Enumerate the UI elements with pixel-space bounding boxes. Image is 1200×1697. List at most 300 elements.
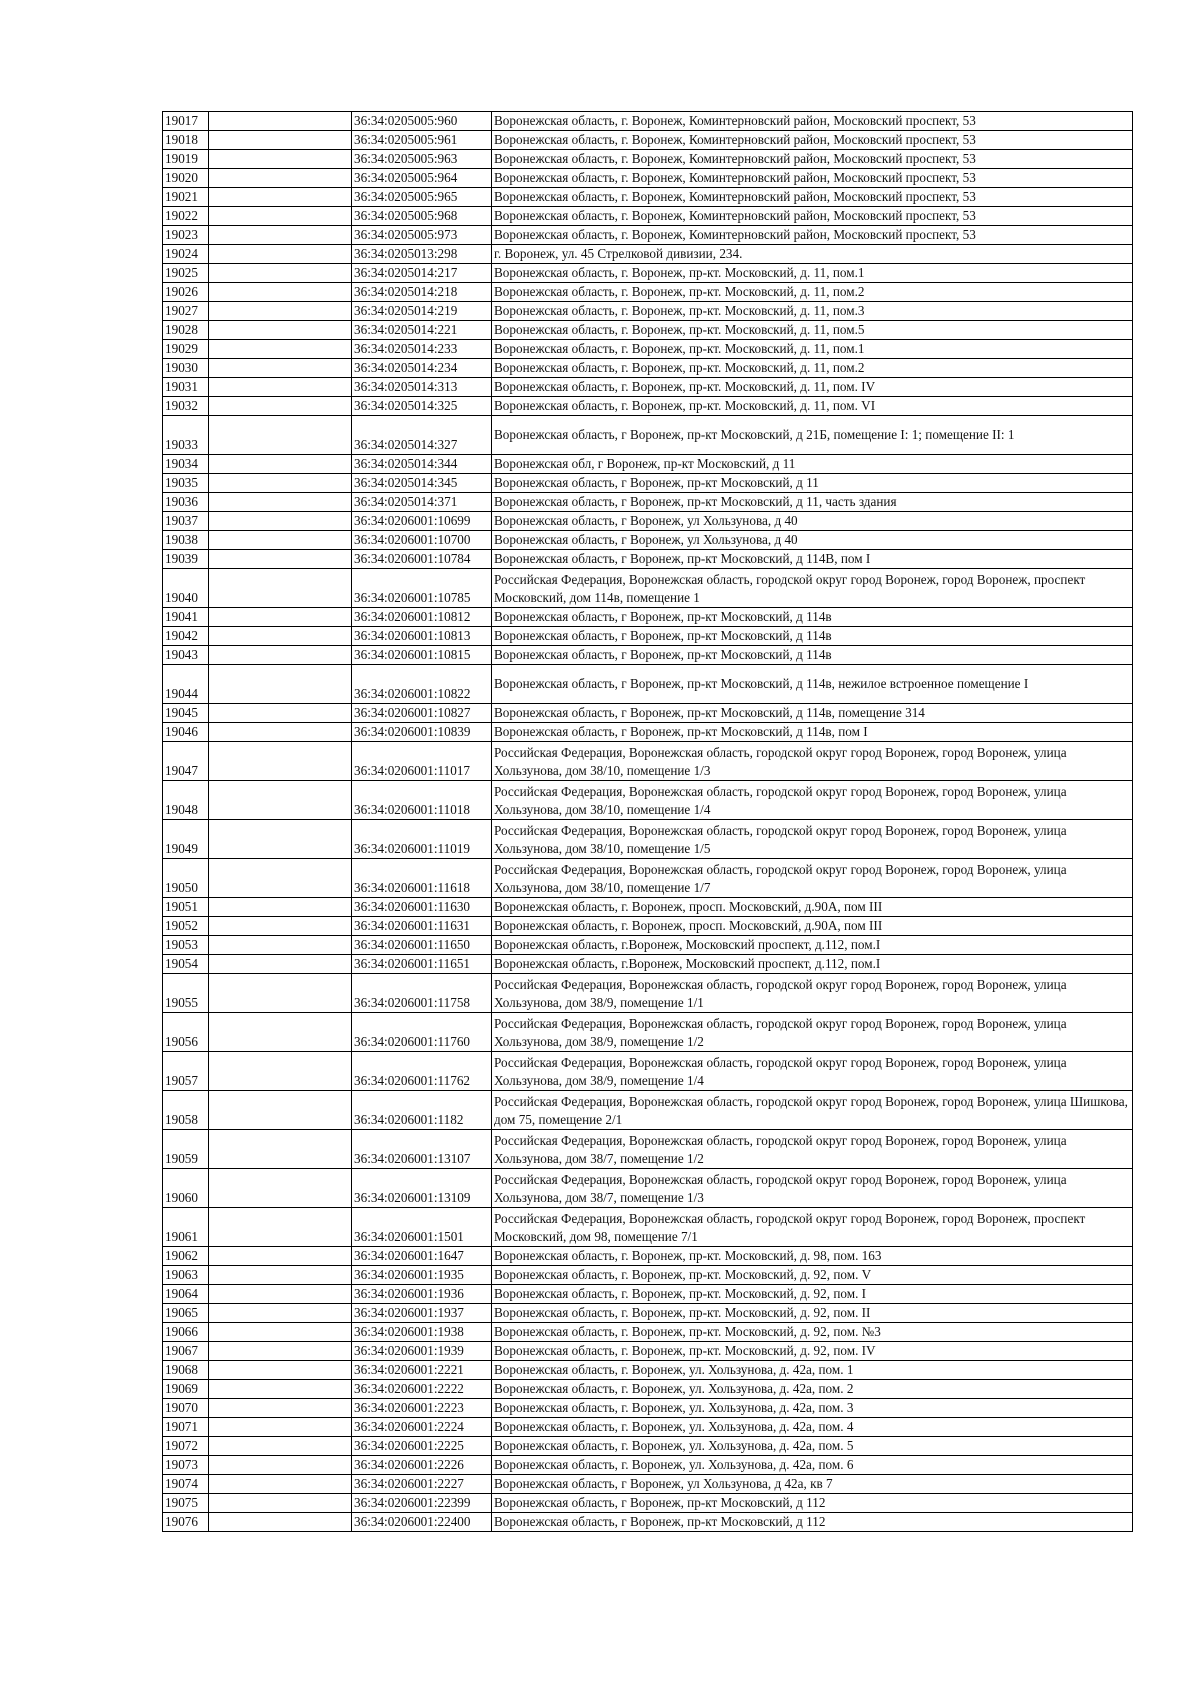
cadastral-number-cell: 36:34:0206001:10815 (352, 646, 492, 665)
record-number-cell: 19041 (163, 608, 209, 627)
empty-cell (209, 742, 352, 781)
cadastral-number-cell: 36:34:0205014:327 (352, 416, 492, 455)
cadastral-number-cell: 36:34:0206001:10822 (352, 665, 492, 704)
table-row (163, 1494, 1133, 1513)
empty-cell (209, 781, 352, 820)
address-cell: Воронежская обл, г Воронеж, пр-кт Московский, д 11 (492, 455, 1133, 474)
empty-cell (209, 1361, 352, 1380)
empty-cell (209, 416, 352, 455)
address-cell: Воронежская область, г. Воронеж, Коминтерновский район, Московский проспект, 53 (492, 131, 1133, 150)
cadastral-number-cell: 36:34:0206001:1937 (352, 1304, 492, 1323)
cadastral-number-cell: 36:34:0206001:11651 (352, 955, 492, 974)
address-cell: Воронежская область, г Воронеж, ул Хользунова, д 40 (492, 512, 1133, 531)
table-row (163, 1091, 1133, 1130)
record-number-cell: 19035 (163, 474, 209, 493)
record-number-cell: 19038 (163, 531, 209, 550)
cadastral-number-cell: 36:34:0206001:1936 (352, 1285, 492, 1304)
address-cell: г. Воронеж, ул. 45 Стрелковой дивизии, 234. (492, 245, 1133, 264)
empty-cell (209, 207, 352, 226)
cadastral-number-cell: 36:34:0206001:2221 (352, 1361, 492, 1380)
cadastral-number-cell: 36:34:0206001:10785 (352, 569, 492, 608)
table-row (163, 1513, 1133, 1532)
address-cell: Воронежская область, г Воронеж, пр-кт Московский, д 114В, пом I (492, 550, 1133, 569)
table-row (163, 1475, 1133, 1494)
record-number-cell: 19021 (163, 188, 209, 207)
cadastral-number-cell: 36:34:0205005:973 (352, 226, 492, 245)
table-row (163, 245, 1133, 264)
empty-cell (209, 1513, 352, 1532)
record-number-cell: 19030 (163, 359, 209, 378)
empty-cell (209, 397, 352, 416)
empty-cell (209, 646, 352, 665)
cadastral-number-cell: 36:34:0206001:11618 (352, 859, 492, 898)
record-number-cell: 19022 (163, 207, 209, 226)
address-cell: Воронежская область, г Воронеж, пр-кт Московский, д 21Б, помещение I: 1; помещение II: 1 (492, 416, 1133, 455)
property-register-table (162, 111, 1133, 1532)
address-cell: Воронежская область, г Воронеж, пр-кт Московский, д 11, часть здания (492, 493, 1133, 512)
cadastral-number-cell: 36:34:0206001:10699 (352, 512, 492, 531)
cadastral-number-cell: 36:34:0206001:2226 (352, 1456, 492, 1475)
address-cell: Воронежская область, г. Воронеж, пр-кт. Московский, д. 98, пом. 163 (492, 1247, 1133, 1266)
record-number-cell: 19071 (163, 1418, 209, 1437)
table-row (163, 665, 1133, 704)
record-number-cell: 19070 (163, 1399, 209, 1418)
cadastral-number-cell: 36:34:0206001:11630 (352, 898, 492, 917)
table-row (163, 1013, 1133, 1052)
table-row (163, 936, 1133, 955)
record-number-cell: 19067 (163, 1342, 209, 1361)
address-cell: Воронежская область, г. Воронеж, ул. Хользунова, д. 42а, пом. 2 (492, 1380, 1133, 1399)
empty-cell (209, 550, 352, 569)
table-row (163, 917, 1133, 936)
empty-cell (209, 1342, 352, 1361)
address-cell: Воронежская область, г Воронеж, ул Хользунова, д 42а, кв 7 (492, 1475, 1133, 1494)
cadastral-number-cell: 36:34:0206001:1938 (352, 1323, 492, 1342)
empty-cell (209, 974, 352, 1013)
address-cell: Российская Федерация, Воронежская область, городской округ город Воронеж, город Воронеж, улица Шишкова, дом 75, помещение 2/1 (492, 1091, 1133, 1130)
cadastral-number-cell: 36:34:0206001:11760 (352, 1013, 492, 1052)
address-cell: Российская Федерация, Воронежская область, городской округ город Воронеж, город Воронеж, улица Хользунова, дом 38/10, помещение 1/7 (492, 859, 1133, 898)
table-row (163, 898, 1133, 917)
record-number-cell: 19073 (163, 1456, 209, 1475)
empty-cell (209, 1091, 352, 1130)
empty-cell (209, 1456, 352, 1475)
record-number-cell: 19034 (163, 455, 209, 474)
record-number-cell: 19062 (163, 1247, 209, 1266)
record-number-cell: 19023 (163, 226, 209, 245)
cadastral-number-cell: 36:34:0206001:11650 (352, 936, 492, 955)
cadastral-number-cell: 36:34:0206001:22400 (352, 1513, 492, 1532)
empty-cell (209, 569, 352, 608)
table-row (163, 569, 1133, 608)
table-row (163, 397, 1133, 416)
record-number-cell: 19057 (163, 1052, 209, 1091)
table-row (163, 550, 1133, 569)
empty-cell (209, 169, 352, 188)
address-cell: Российская Федерация, Воронежская область, городской округ город Воронеж, город Воронеж, улица Хользунова, дом 38/10, помещение 1/5 (492, 820, 1133, 859)
record-number-cell: 19066 (163, 1323, 209, 1342)
empty-cell (209, 1399, 352, 1418)
record-number-cell: 19046 (163, 723, 209, 742)
table-row (163, 781, 1133, 820)
address-cell: Воронежская область, г.Воронеж, Московский проспект, д.112, пом.I (492, 955, 1133, 974)
address-cell: Воронежская область, г Воронеж, пр-кт Московский, д 114в, нежилое встроенное помещение I (492, 665, 1133, 704)
record-number-cell: 19039 (163, 550, 209, 569)
record-number-cell: 19065 (163, 1304, 209, 1323)
empty-cell (209, 1266, 352, 1285)
record-number-cell: 19049 (163, 820, 209, 859)
address-cell: Воронежская область, г Воронеж, пр-кт Московский, д 112 (492, 1494, 1133, 1513)
empty-cell (209, 378, 352, 397)
record-number-cell: 19040 (163, 569, 209, 608)
cadastral-number-cell: 36:34:0205014:218 (352, 283, 492, 302)
record-number-cell: 19043 (163, 646, 209, 665)
record-number-cell: 19037 (163, 512, 209, 531)
table-row (163, 974, 1133, 1013)
record-number-cell: 19068 (163, 1361, 209, 1380)
record-number-cell: 19025 (163, 264, 209, 283)
cadastral-number-cell: 36:34:0205014:325 (352, 397, 492, 416)
cadastral-number-cell: 36:34:0205014:217 (352, 264, 492, 283)
address-cell: Воронежская область, г. Воронеж, Коминтерновский район, Московский проспект, 53 (492, 226, 1133, 245)
empty-cell (209, 455, 352, 474)
table-row (163, 1169, 1133, 1208)
table-row (163, 283, 1133, 302)
cadastral-number-cell: 36:34:0206001:1935 (352, 1266, 492, 1285)
table-row (163, 264, 1133, 283)
table-row (163, 1323, 1133, 1342)
address-cell: Российская Федерация, Воронежская область, городской округ город Воронеж, город Воронеж, проспект Московский, дом 114в, помещение 1 (492, 569, 1133, 608)
address-cell: Воронежская область, г. Воронеж, пр-кт. Московский, д. 11, пом.5 (492, 321, 1133, 340)
empty-cell (209, 150, 352, 169)
record-number-cell: 19061 (163, 1208, 209, 1247)
address-cell: Российская Федерация, Воронежская область, городской округ город Воронеж, город Воронеж, улица Хользунова, дом 38/10, помещение 1/4 (492, 781, 1133, 820)
table-row (163, 1342, 1133, 1361)
address-cell: Воронежская область, г. Воронеж, пр-кт. Московский, д. 11, пом. VI (492, 397, 1133, 416)
table-row (163, 1247, 1133, 1266)
cadastral-number-cell: 36:34:0206001:1182 (352, 1091, 492, 1130)
cadastral-number-cell: 36:34:0206001:2222 (352, 1380, 492, 1399)
cadastral-number-cell: 36:34:0206001:2225 (352, 1437, 492, 1456)
cadastral-number-cell: 36:34:0206001:13107 (352, 1130, 492, 1169)
address-cell: Воронежская область, г. Воронеж, пр-кт. Московский, д. 11, пом. IV (492, 378, 1133, 397)
table-row (163, 1266, 1133, 1285)
address-cell: Воронежская область, г Воронеж, пр-кт Московский, д 114в (492, 627, 1133, 646)
address-cell: Российская Федерация, Воронежская область, городской округ город Воронеж, город Воронеж, улица Хользунова, дом 38/9, помещение 1/1 (492, 974, 1133, 1013)
cadastral-number-cell: 36:34:0206001:10839 (352, 723, 492, 742)
address-cell: Российская Федерация, Воронежская область, городской округ город Воронеж, город Воронеж, улица Хользунова, дом 38/10, помещение 1/3 (492, 742, 1133, 781)
empty-cell (209, 936, 352, 955)
empty-cell (209, 1052, 352, 1091)
record-number-cell: 19042 (163, 627, 209, 646)
record-number-cell: 19054 (163, 955, 209, 974)
cadastral-number-cell: 36:34:0205014:371 (352, 493, 492, 512)
table-row (163, 859, 1133, 898)
record-number-cell: 19029 (163, 340, 209, 359)
empty-cell (209, 302, 352, 321)
empty-cell (209, 1380, 352, 1399)
table-row (163, 646, 1133, 665)
empty-cell (209, 512, 352, 531)
empty-cell (209, 1169, 352, 1208)
table-row (163, 1399, 1133, 1418)
address-cell: Воронежская область, г. Воронеж, пр-кт. Московский, д. 92, пом. IV (492, 1342, 1133, 1361)
empty-cell (209, 1208, 352, 1247)
address-cell: Воронежская область, г.Воронеж, Московский проспект, д.112, пом.I (492, 936, 1133, 955)
cadastral-number-cell: 36:34:0206001:10700 (352, 531, 492, 550)
address-cell: Воронежская область, г. Воронеж, пр-кт. Московский, д. 92, пом. №3 (492, 1323, 1133, 1342)
cadastral-number-cell: 36:34:0206001:2223 (352, 1399, 492, 1418)
record-number-cell: 19020 (163, 169, 209, 188)
record-number-cell: 19019 (163, 150, 209, 169)
address-cell: Воронежская область, г Воронеж, пр-кт Московский, д 114в (492, 646, 1133, 665)
table-row (163, 704, 1133, 723)
address-cell: Воронежская область, г. Воронеж, ул. Хользунова, д. 42а, пом. 5 (492, 1437, 1133, 1456)
empty-cell (209, 665, 352, 704)
cadastral-number-cell: 36:34:0206001:2224 (352, 1418, 492, 1437)
table-row (163, 1052, 1133, 1091)
empty-cell (209, 531, 352, 550)
cadastral-number-cell: 36:34:0205014:221 (352, 321, 492, 340)
empty-cell (209, 245, 352, 264)
table-row (163, 1437, 1133, 1456)
table-row (163, 112, 1133, 131)
table-row (163, 531, 1133, 550)
address-cell: Воронежская область, г Воронеж, пр-кт Московский, д 11 (492, 474, 1133, 493)
record-number-cell: 19075 (163, 1494, 209, 1513)
record-number-cell: 19028 (163, 321, 209, 340)
cadastral-number-cell: 36:34:0205005:965 (352, 188, 492, 207)
cadastral-number-cell: 36:34:0206001:11762 (352, 1052, 492, 1091)
cadastral-number-cell: 36:34:0206001:11758 (352, 974, 492, 1013)
record-number-cell: 19051 (163, 898, 209, 917)
table-row (163, 131, 1133, 150)
empty-cell (209, 493, 352, 512)
address-cell: Воронежская область, г Воронеж, пр-кт Московский, д 114в, помещение 314 (492, 704, 1133, 723)
cadastral-number-cell: 36:34:0205014:219 (352, 302, 492, 321)
table-row (163, 169, 1133, 188)
record-number-cell: 19074 (163, 1475, 209, 1494)
address-cell: Воронежская область, г Воронеж, ул Хользунова, д 40 (492, 531, 1133, 550)
address-cell: Воронежская область, г. Воронеж, просп. Московский, д.90А, пом III (492, 898, 1133, 917)
record-number-cell: 19017 (163, 112, 209, 131)
address-cell: Воронежская область, г. Воронеж, пр-кт. Московский, д. 11, пом.2 (492, 359, 1133, 378)
table-row (163, 226, 1133, 245)
address-cell: Воронежская область, г. Воронеж, Коминтерновский район, Московский проспект, 53 (492, 188, 1133, 207)
table-row (163, 1380, 1133, 1399)
address-cell: Воронежская область, г. Воронеж, Коминтерновский район, Московский проспект, 53 (492, 150, 1133, 169)
table-row (163, 359, 1133, 378)
empty-cell (209, 1304, 352, 1323)
empty-cell (209, 1494, 352, 1513)
table-row (163, 820, 1133, 859)
empty-cell (209, 226, 352, 245)
cadastral-number-cell: 36:34:0206001:11631 (352, 917, 492, 936)
address-cell: Воронежская область, г. Воронеж, просп. Московский, д.90А, пом III (492, 917, 1133, 936)
cadastral-number-cell: 36:34:0205014:234 (352, 359, 492, 378)
register-table-body (163, 112, 1133, 1532)
address-cell: Российская Федерация, Воронежская область, городской округ город Воронеж, город Воронеж, улица Хользунова, дом 38/9, помещение 1/4 (492, 1052, 1133, 1091)
cadastral-number-cell: 36:34:0205005:963 (352, 150, 492, 169)
empty-cell (209, 917, 352, 936)
empty-cell (209, 264, 352, 283)
address-cell: Воронежская область, г. Воронеж, пр-кт. Московский, д. 92, пом. I (492, 1285, 1133, 1304)
table-row (163, 627, 1133, 646)
cadastral-number-cell: 36:34:0206001:1647 (352, 1247, 492, 1266)
address-cell: Воронежская область, г. Воронеж, пр-кт. Московский, д. 11, пом.1 (492, 340, 1133, 359)
table-row (163, 340, 1133, 359)
record-number-cell: 19056 (163, 1013, 209, 1052)
empty-cell (209, 955, 352, 974)
empty-cell (209, 1130, 352, 1169)
empty-cell (209, 704, 352, 723)
table-row (163, 188, 1133, 207)
address-cell: Воронежская область, г. Воронеж, пр-кт. Московский, д. 11, пом.2 (492, 283, 1133, 302)
table-row (163, 1130, 1133, 1169)
record-number-cell: 19072 (163, 1437, 209, 1456)
cadastral-number-cell: 36:34:0205005:960 (352, 112, 492, 131)
empty-cell (209, 1013, 352, 1052)
table-row (163, 1285, 1133, 1304)
empty-cell (209, 1247, 352, 1266)
cadastral-number-cell: 36:34:0206001:1501 (352, 1208, 492, 1247)
record-number-cell: 19018 (163, 131, 209, 150)
table-row (163, 416, 1133, 455)
address-cell: Воронежская область, г Воронеж, пр-кт Московский, д 114в, пом I (492, 723, 1133, 742)
empty-cell (209, 1285, 352, 1304)
empty-cell (209, 1323, 352, 1342)
table-row (163, 150, 1133, 169)
address-cell: Воронежская область, г. Воронеж, ул. Хользунова, д. 42а, пом. 6 (492, 1456, 1133, 1475)
table-row (163, 207, 1133, 226)
cadastral-number-cell: 36:34:0206001:11017 (352, 742, 492, 781)
cadastral-number-cell: 36:34:0206001:11018 (352, 781, 492, 820)
address-cell: Воронежская область, г. Воронеж, пр-кт. Московский, д. 92, пом. II (492, 1304, 1133, 1323)
cadastral-number-cell: 36:34:0205005:968 (352, 207, 492, 226)
empty-cell (209, 283, 352, 302)
record-number-cell: 19069 (163, 1380, 209, 1399)
empty-cell (209, 321, 352, 340)
empty-cell (209, 627, 352, 646)
table-row (163, 1361, 1133, 1380)
address-cell: Воронежская область, г. Воронеж, пр-кт. Московский, д. 11, пом.1 (492, 264, 1133, 283)
address-cell: Воронежская область, г. Воронеж, ул. Хользунова, д. 42а, пом. 3 (492, 1399, 1133, 1418)
record-number-cell: 19052 (163, 917, 209, 936)
cadastral-number-cell: 36:34:0206001:10813 (352, 627, 492, 646)
record-number-cell: 19044 (163, 665, 209, 704)
record-number-cell: 19063 (163, 1266, 209, 1285)
address-cell: Воронежская область, г. Воронеж, пр-кт. Московский, д. 11, пом.3 (492, 302, 1133, 321)
cadastral-number-cell: 36:34:0206001:2227 (352, 1475, 492, 1494)
empty-cell (209, 1418, 352, 1437)
table-row (163, 512, 1133, 531)
table-row (163, 455, 1133, 474)
cadastral-number-cell: 36:34:0206001:10827 (352, 704, 492, 723)
empty-cell (209, 474, 352, 493)
empty-cell (209, 1475, 352, 1494)
table-row (163, 493, 1133, 512)
table-row (163, 742, 1133, 781)
record-number-cell: 19047 (163, 742, 209, 781)
empty-cell (209, 898, 352, 917)
record-number-cell: 19053 (163, 936, 209, 955)
table-row (163, 474, 1133, 493)
record-number-cell: 19036 (163, 493, 209, 512)
record-number-cell: 19024 (163, 245, 209, 264)
empty-cell (209, 723, 352, 742)
record-number-cell: 19026 (163, 283, 209, 302)
table-row (163, 955, 1133, 974)
table-row (163, 378, 1133, 397)
cadastral-number-cell: 36:34:0205014:345 (352, 474, 492, 493)
address-cell: Российская Федерация, Воронежская область, городской округ город Воронеж, город Воронеж, проспект Московский, дом 98, помещение 7/1 (492, 1208, 1133, 1247)
table-row (163, 321, 1133, 340)
empty-cell (209, 859, 352, 898)
table-row (163, 302, 1133, 321)
table-row (163, 1304, 1133, 1323)
cadastral-number-cell: 36:34:0206001:10784 (352, 550, 492, 569)
address-cell: Воронежская область, г. Воронеж, ул. Хользунова, д. 42а, пом. 1 (492, 1361, 1133, 1380)
record-number-cell: 19031 (163, 378, 209, 397)
cadastral-number-cell: 36:34:0206001:11019 (352, 820, 492, 859)
record-number-cell: 19076 (163, 1513, 209, 1532)
address-cell: Воронежская область, г. Воронеж, пр-кт. Московский, д. 92, пом. V (492, 1266, 1133, 1285)
address-cell: Воронежская область, г. Воронеж, Коминтерновский район, Московский проспект, 53 (492, 112, 1133, 131)
empty-cell (209, 131, 352, 150)
empty-cell (209, 340, 352, 359)
record-number-cell: 19055 (163, 974, 209, 1013)
address-cell: Российская Федерация, Воронежская область, городской округ город Воронеж, город Воронеж, улица Хользунова, дом 38/9, помещение 1/2 (492, 1013, 1133, 1052)
empty-cell (209, 820, 352, 859)
empty-cell (209, 112, 352, 131)
table-row (163, 1456, 1133, 1475)
empty-cell (209, 359, 352, 378)
record-number-cell: 19064 (163, 1285, 209, 1304)
cadastral-number-cell: 36:34:0205005:964 (352, 169, 492, 188)
table-row (163, 1418, 1133, 1437)
table-row (163, 608, 1133, 627)
cadastral-number-cell: 36:34:0205013:298 (352, 245, 492, 264)
cadastral-number-cell: 36:34:0206001:13109 (352, 1169, 492, 1208)
record-number-cell: 19059 (163, 1130, 209, 1169)
table-row (163, 1208, 1133, 1247)
empty-cell (209, 608, 352, 627)
address-cell: Воронежская область, г Воронеж, пр-кт Московский, д 114в (492, 608, 1133, 627)
empty-cell (209, 188, 352, 207)
cadastral-number-cell: 36:34:0206001:1939 (352, 1342, 492, 1361)
address-cell: Воронежская область, г. Воронеж, ул. Хользунова, д. 42а, пом. 4 (492, 1418, 1133, 1437)
address-cell: Российская Федерация, Воронежская область, городской округ город Воронеж, город Воронеж, улица Хользунова, дом 38/7, помещение 1/3 (492, 1169, 1133, 1208)
empty-cell (209, 1437, 352, 1456)
cadastral-number-cell: 36:34:0205014:344 (352, 455, 492, 474)
table-row (163, 723, 1133, 742)
cadastral-number-cell: 36:34:0206001:10812 (352, 608, 492, 627)
record-number-cell: 19045 (163, 704, 209, 723)
address-cell: Воронежская область, г Воронеж, пр-кт Московский, д 112 (492, 1513, 1133, 1532)
address-cell: Российская Федерация, Воронежская область, городской округ город Воронеж, город Воронеж, улица Хользунова, дом 38/7, помещение 1/2 (492, 1130, 1133, 1169)
cadastral-number-cell: 36:34:0206001:22399 (352, 1494, 492, 1513)
record-number-cell: 19058 (163, 1091, 209, 1130)
record-number-cell: 19060 (163, 1169, 209, 1208)
record-number-cell: 19048 (163, 781, 209, 820)
cadastral-number-cell: 36:34:0205014:313 (352, 378, 492, 397)
record-number-cell: 19050 (163, 859, 209, 898)
record-number-cell: 19032 (163, 397, 209, 416)
record-number-cell: 19033 (163, 416, 209, 455)
cadastral-number-cell: 36:34:0205005:961 (352, 131, 492, 150)
cadastral-number-cell: 36:34:0205014:233 (352, 340, 492, 359)
address-cell: Воронежская область, г. Воронеж, Коминтерновский район, Московский проспект, 53 (492, 169, 1133, 188)
